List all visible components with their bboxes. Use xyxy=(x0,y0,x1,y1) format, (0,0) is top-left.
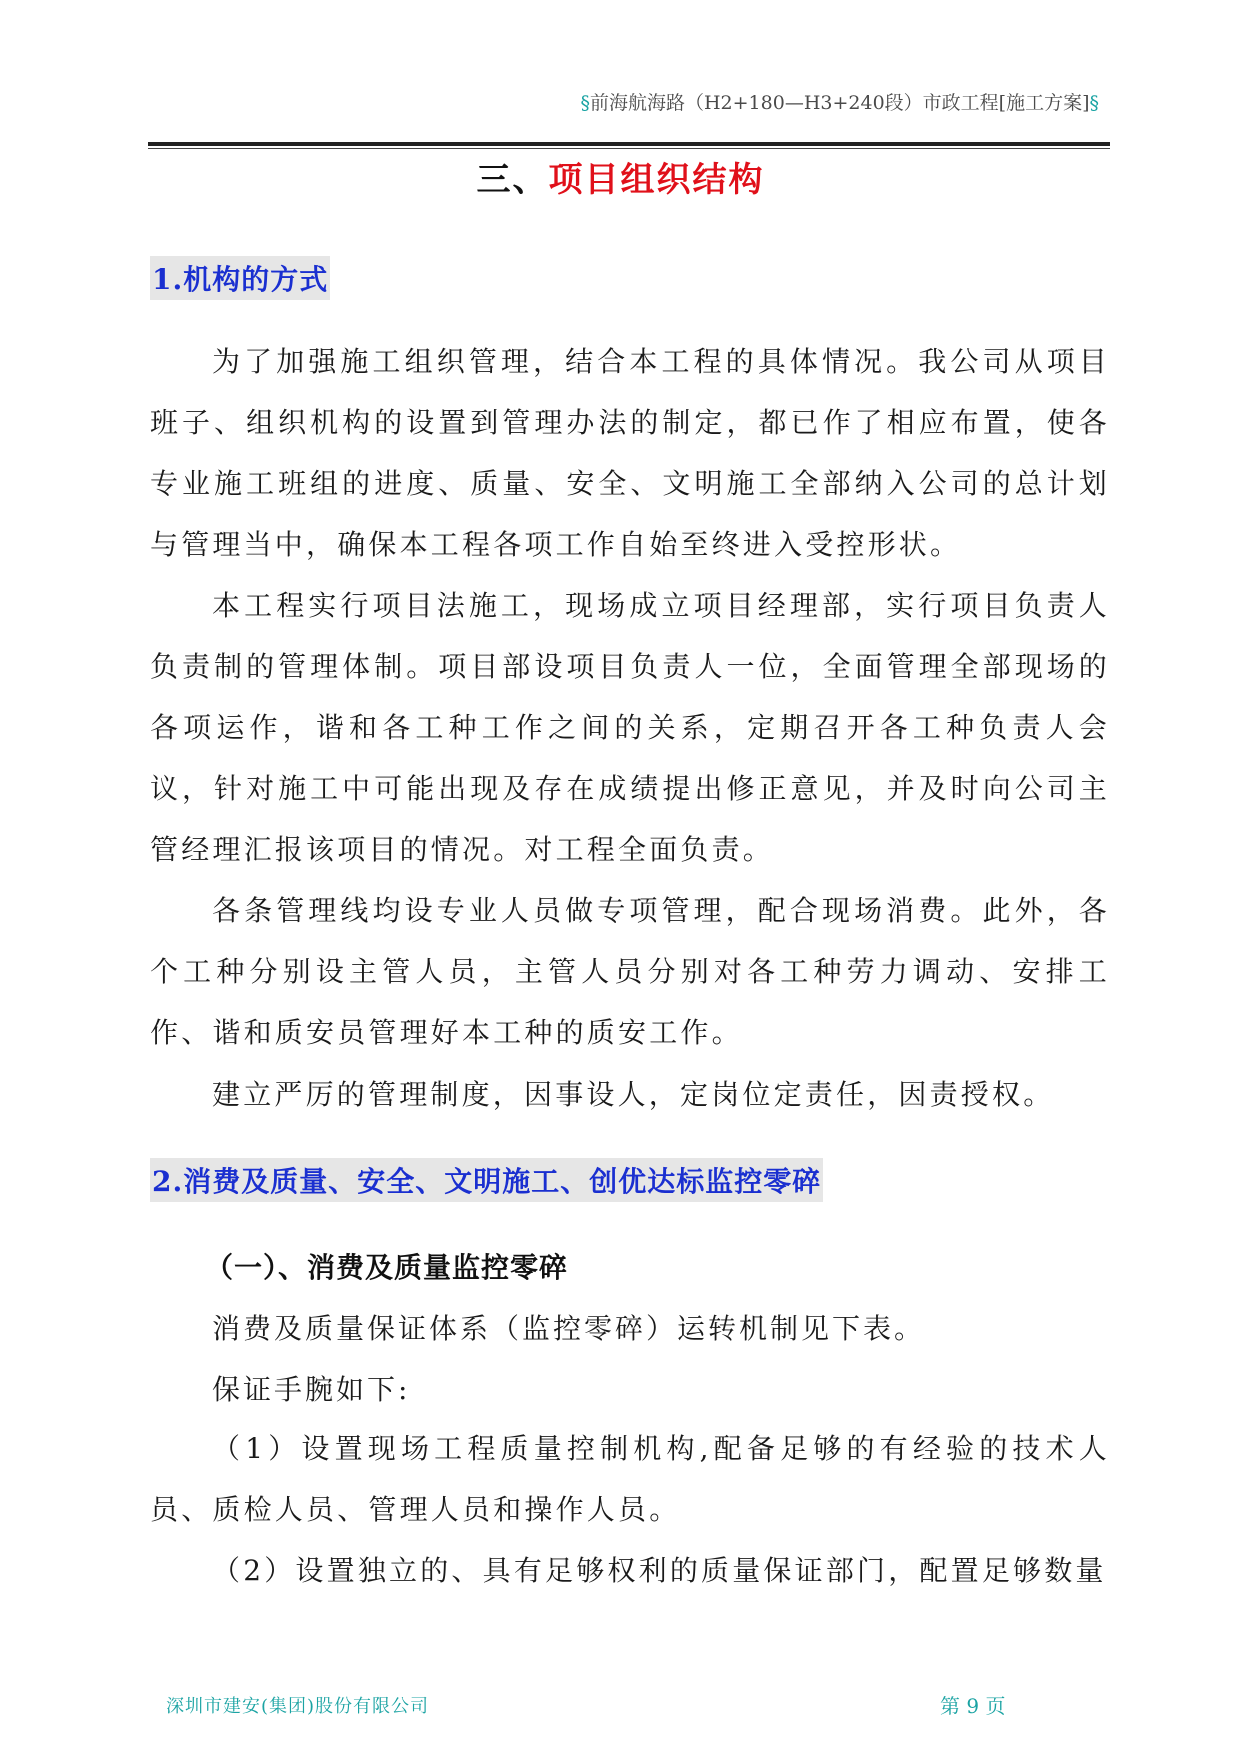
section-1-heading: 1.机构的方式 xyxy=(150,256,330,300)
paragraph-1: 为了加强施工组织管理，结合本工程的具体情况。我公司从项目班子、组织机构的设置到管理办法的制定，都已作了相应布置，使各专业施工班组的进度、质量、安全、文明施工全部纳入公司的总计划与管理当中，确保本工程各项工作自始至终进入受控形状。 xyxy=(150,345,1110,561)
list-item-1: （1）设置现场工程质量控制机构,配备足够的有经验的技术人员、质检人员、管理人员和操作人员。 xyxy=(150,1432,1110,1526)
section-symbol-end: § xyxy=(1089,92,1099,114)
subsection-heading: （一）、消费及质量监控零碎 xyxy=(205,1251,569,1284)
section-symbol: § xyxy=(580,92,590,114)
paragraph-2: 本工程实行项目法施工，现场成立项目经理部，实行项目负责人负责制的管理体制。项目部设项目负责人一位，全面管理全部现场的各项运作，谐和各工种工作之间的关系，定期召开各工种负责人会议，针对施工中可能出现及存在成绩提出修正意见，并及时向公司主管经理汇报该项目的情况。对工程全面负责。 xyxy=(150,589,1110,866)
body-line-2: 保证手腕如下: xyxy=(212,1373,411,1406)
header-title: 前海航海路（H2+180—H3+240段）市政工程[施工方案] xyxy=(589,92,1090,114)
paragraph-3: 各条管理线均设专业人员做专项管理，配合现场消费。此外，各个工种分别设主管人员，主管人员分别对各工种劳力调动、安排工作、谐和质安员管理好本工种的质安工作。 xyxy=(150,894,1110,1049)
title-number: 三、 xyxy=(476,160,549,200)
title-text: 项目组织结构 xyxy=(548,160,765,200)
paragraph-4: 建立严厉的管理制度，因事设人，定岗位定责任，因责授权。 xyxy=(212,1078,1055,1111)
list-item-2: （2）设置独立的、具有足够权利的质量保证部门，配置足够数量 xyxy=(212,1554,1107,1587)
page-title xyxy=(0,152,1241,201)
footer-page-number: 第 9 页 xyxy=(940,1694,1006,1718)
running-header xyxy=(580,88,1099,115)
header-rule-thick xyxy=(148,142,1110,146)
footer-company: 深圳市建安(集团)股份有限公司 xyxy=(166,1696,430,1717)
body-line-1: 消费及质量保证体系（监控零碎）运转机制见下表。 xyxy=(212,1312,926,1345)
header-rule-thin xyxy=(148,148,1110,149)
section-2-heading: 2.消费及质量、安全、文明施工、创优达标监控零碎 xyxy=(150,1158,823,1202)
